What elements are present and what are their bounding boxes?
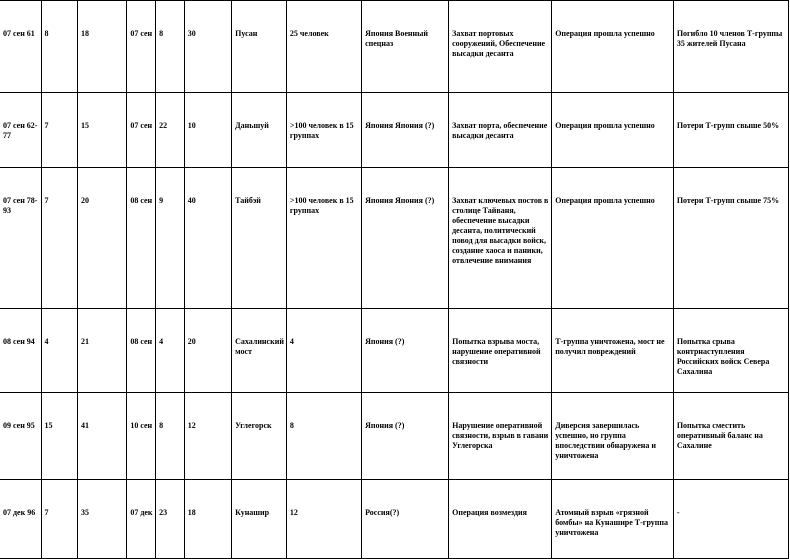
objective-cell: Попытка взрыва моста, нарушение оперативной связности: [449, 309, 552, 393]
table-row: [0, 168, 789, 309]
location-cell: Сахалинский мост: [232, 309, 287, 393]
table-row: [0, 480, 789, 559]
count-d-cell: 40: [184, 168, 231, 309]
count-c-cell: 9: [156, 168, 185, 309]
count-b-cell: 41: [78, 393, 127, 480]
objective-cell: Захват ключевых постов в столице Тайваня, обеспечение высадки десанта, политический повод для высадки войск, создание хаоса и паники, отвлечение внимания: [449, 168, 552, 309]
sponsor-cell: Япония (?): [362, 309, 449, 393]
result-cell: Т-группа уничтожена, мост не получил повреждений: [552, 309, 674, 393]
personnel-cell: >100 человек в 15 группах: [286, 93, 361, 168]
personnel-cell: 4: [286, 309, 361, 393]
personnel-cell: >100 человек в 15 группах: [286, 168, 361, 309]
result-cell: Операция прошла успешно: [552, 1, 674, 93]
notes-cell: Попытка срыва контрнаступления Российских войск Севера Сахалина: [673, 309, 788, 393]
count-d-cell: 18: [184, 480, 231, 559]
notes-cell: Попытка сместить оперативный баланс на Сахалине: [673, 393, 788, 480]
date-end-cell: 08 сен: [127, 168, 156, 309]
date-end-cell: 07 сен: [127, 1, 156, 93]
count-c-cell: 8: [156, 393, 185, 480]
date-start-cell: 07 сен 62-77: [0, 93, 41, 168]
count-a-cell: 4: [41, 309, 78, 393]
sponsor-cell: Россия(?): [362, 480, 449, 559]
objective-cell: Операция возмездия: [449, 480, 552, 559]
count-c-cell: 8: [156, 1, 185, 93]
sponsor-cell: Япония (?): [362, 393, 449, 480]
count-c-cell: 4: [156, 309, 185, 393]
date-start-cell: 09 сен 95: [0, 393, 41, 480]
count-d-cell: 12: [184, 393, 231, 480]
count-a-cell: 8: [41, 1, 78, 93]
notes-cell: -: [673, 480, 788, 559]
location-cell: Кунашир: [232, 480, 287, 559]
notes-cell: Погибло 10 членов Т-группы 35 жителей Пусана: [673, 1, 788, 93]
count-d-cell: 20: [184, 309, 231, 393]
date-end-cell: 07 дек: [127, 480, 156, 559]
location-cell: Даньшуй: [232, 93, 287, 168]
count-b-cell: 21: [78, 309, 127, 393]
count-b-cell: 35: [78, 480, 127, 559]
table-row: [0, 393, 789, 480]
count-c-cell: 23: [156, 480, 185, 559]
sponsor-cell: Япония Япония (?): [362, 93, 449, 168]
personnel-cell: 25 человек: [286, 1, 361, 93]
table-row: [0, 1, 789, 93]
count-a-cell: 15: [41, 393, 78, 480]
table-row: [0, 93, 789, 168]
notes-cell: Потери Т-групп свыше 50%: [673, 93, 788, 168]
location-cell: Пусан: [232, 1, 287, 93]
date-start-cell: 07 сен 61: [0, 1, 41, 93]
objective-cell: Захват портовых сооружений, Обеспечение высадки десанта: [449, 1, 552, 93]
count-d-cell: 10: [184, 93, 231, 168]
count-d-cell: 30: [184, 1, 231, 93]
count-c-cell: 22: [156, 93, 185, 168]
count-a-cell: 7: [41, 93, 78, 168]
location-cell: Углегорск: [232, 393, 287, 480]
count-b-cell: 15: [78, 93, 127, 168]
count-b-cell: 18: [78, 1, 127, 93]
sponsor-cell: Япония Япония (?): [362, 168, 449, 309]
personnel-cell: 12: [286, 480, 361, 559]
date-start-cell: 08 сен 94: [0, 309, 41, 393]
objective-cell: Захват порта, обеспечение высадки десанта: [449, 93, 552, 168]
count-a-cell: 7: [41, 168, 78, 309]
date-end-cell: 10 сен: [127, 393, 156, 480]
date-end-cell: 07 сен: [127, 93, 156, 168]
objective-cell: Нарушение оперативной связности, взрыв в гавани Углегорска: [449, 393, 552, 480]
sponsor-cell: Япония Военный спецназ: [362, 1, 449, 93]
count-a-cell: 7: [41, 480, 78, 559]
result-cell: Атомный взрыв «грязной бомбы» на Кунашире Т-группа уничтожена: [552, 480, 674, 559]
result-cell: Диверсия завершилась успешно, но группа впоследствии обнаружена и уничтожена: [552, 393, 674, 480]
table-row: [0, 309, 789, 393]
date-start-cell: 07 сен 78-93: [0, 168, 41, 309]
result-cell: Операция прошла успешно: [552, 93, 674, 168]
count-b-cell: 20: [78, 168, 127, 309]
result-cell: Операция прошла успешно: [552, 168, 674, 309]
notes-cell: Потери Т-групп свыше 75%: [673, 168, 788, 309]
date-start-cell: 07 дек 96: [0, 480, 41, 559]
date-end-cell: 08 сен: [127, 309, 156, 393]
location-cell: Тайбэй: [232, 168, 287, 309]
personnel-cell: 8: [286, 393, 361, 480]
